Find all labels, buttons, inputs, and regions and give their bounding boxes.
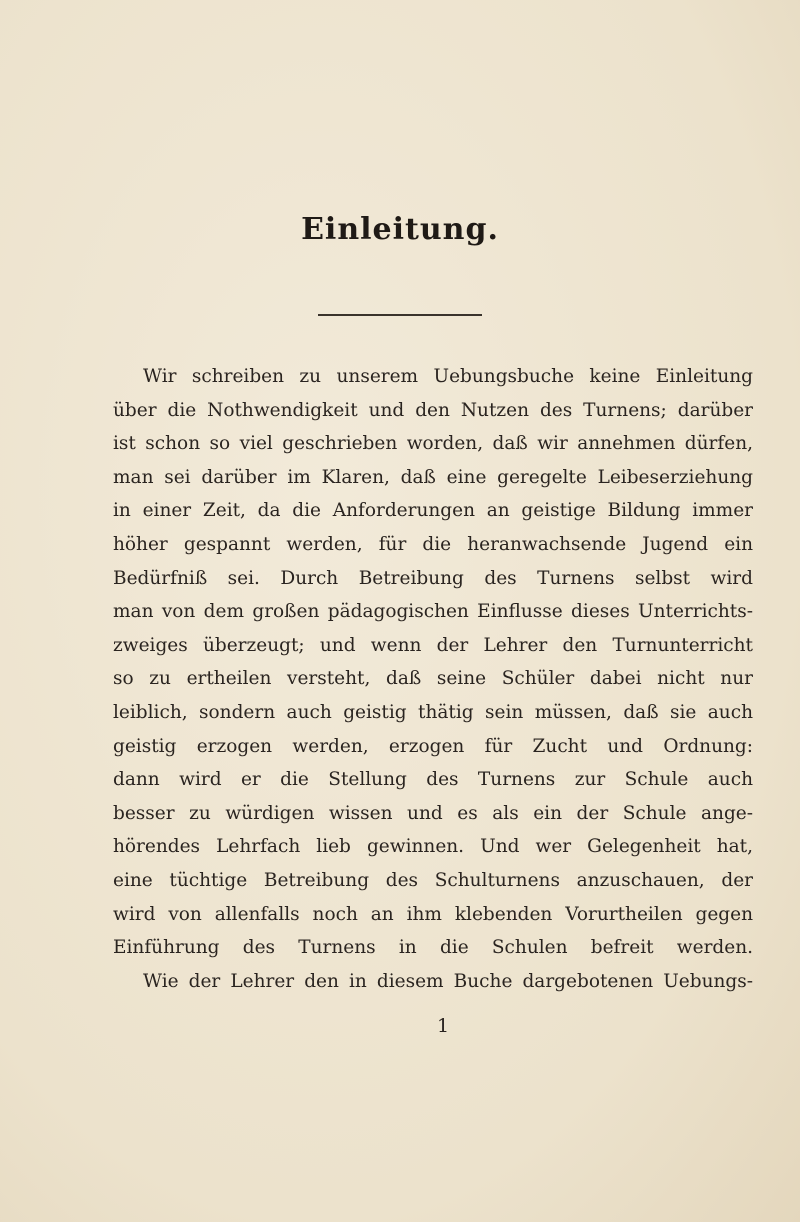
text-line: wird von allenfalls noch an ihm klebenden Vorurtheilen gegen xyxy=(113,903,753,925)
body-text xyxy=(113,360,753,998)
text-line: in einer Zeit, da die Anforderungen an geistige Bildung immer xyxy=(113,500,753,522)
text-line: besser zu würdigen wissen und es als ein der Schule ange- xyxy=(113,802,753,824)
page-number: 1 xyxy=(437,1015,450,1037)
text-line: ist schon so viel geschrieben worden, daß wir annehmen dürfen, xyxy=(113,433,753,455)
chapter-title: Einleitung. xyxy=(301,212,499,247)
text-line: höher gespannt werden, für die heranwachsende Jugend ein xyxy=(113,533,753,555)
text-line: Wie der Lehrer den in diesem Buche dargebotenen Uebungs- xyxy=(143,970,753,992)
text-line: man sei darüber im Klaren, daß eine geregelte Leibeserziehung xyxy=(113,466,753,488)
text-line: Bedürfniß sei. Durch Betreibung des Turnens selbst wird xyxy=(113,567,753,589)
title-divider xyxy=(318,314,482,316)
text-line: leiblich, sondern auch geistig thätig sein müssen, daß sie auch xyxy=(113,701,753,723)
text-line: hörendes Lehrfach lieb gewinnen. Und wer Gelegenheit hat, xyxy=(113,836,753,858)
text-line: so zu ertheilen versteht, daß seine Schüler dabei nicht nur xyxy=(113,668,753,690)
text-line: man von dem großen pädagogischen Einflusse dieses Unterrichts- xyxy=(113,601,753,623)
text-line: dann wird er die Stellung des Turnens zur Schule auch xyxy=(113,769,753,791)
text-line: geistig erzogen werden, erzogen für Zucht und Ordnung: xyxy=(113,735,753,757)
text-line: Einführung des Turnens in die Schulen befreit werden. xyxy=(113,937,753,959)
text-line: über die Nothwendigkeit und den Nutzen des Turnens; darüber xyxy=(113,399,753,421)
text-line: eine tüchtige Betreibung des Schulturnens anzuschauen, der xyxy=(113,869,753,891)
text-line: zweiges überzeugt; und wenn der Lehrer den Turnunterricht xyxy=(113,634,753,656)
text-line: Wir schreiben zu unserem Uebungsbuche keine Einleitung xyxy=(143,366,753,387)
